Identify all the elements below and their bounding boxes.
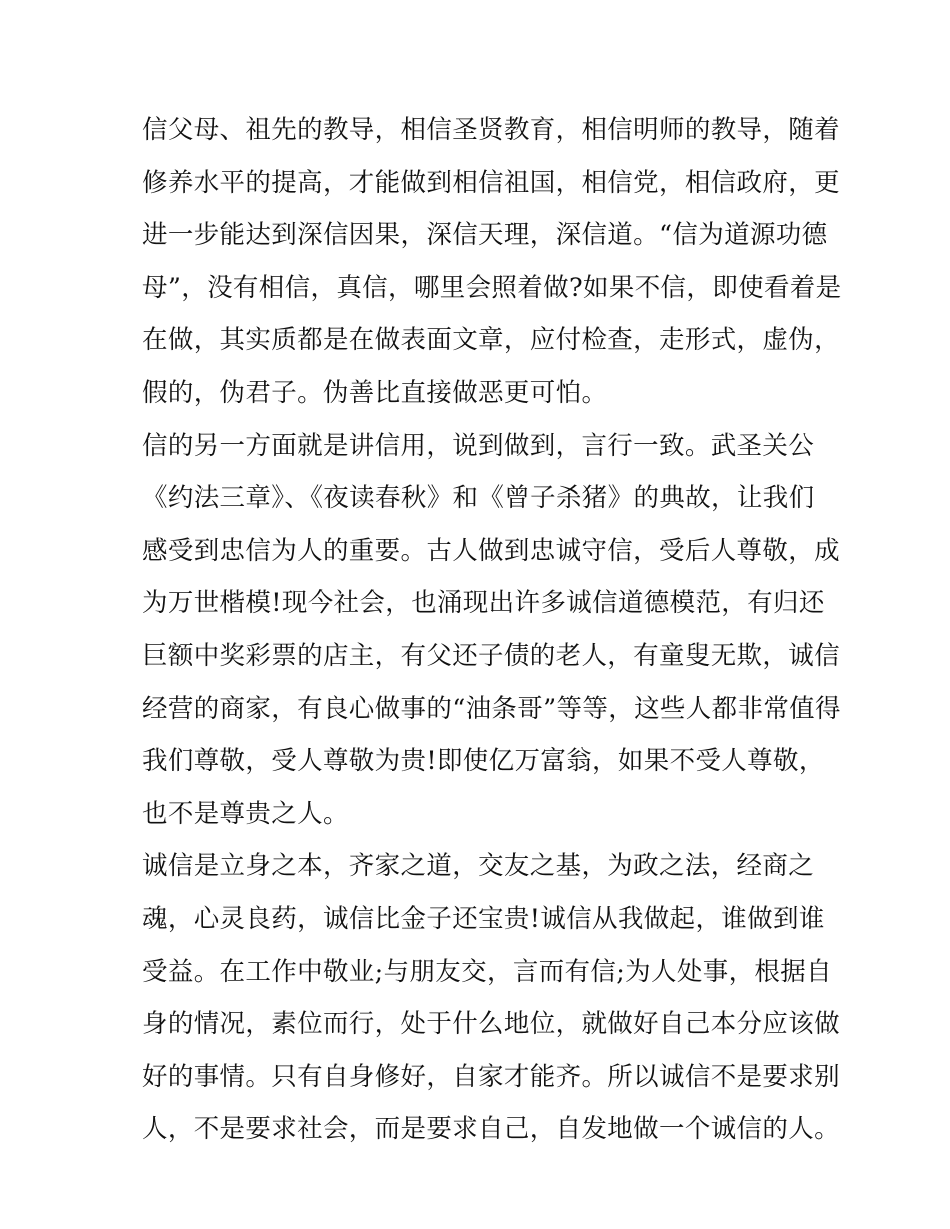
text-line: 身的情况，素位而行，处于什么地位，就做好自己本分应该做: [142, 1009, 840, 1040]
text-line: 进一步能达到深信因果，深信天理，深信道。“信为道源功德: [142, 220, 828, 251]
text-line: 《约法三章》、《夜读春秋》和《曾子杀猪》的典故，让我们: [142, 483, 815, 514]
text-line: 母”，没有相信，真信，哪里会照着做?如果不信，即使看着是: [142, 272, 842, 303]
text-line: 好的事情。只有自身修好，自家才能齐。所以诚信不是要求别: [142, 1061, 840, 1092]
text-line: 修养水平的提高，才能做到相信祖国，相信党，相信政府，更: [142, 167, 840, 198]
document-body: [142, 104, 842, 1156]
text-line: 魂，心灵良药，诚信比金子还宝贵!诚信从我做起，谁做到谁: [142, 903, 825, 934]
paragraph-3: [142, 840, 840, 1156]
text-line: 受益。在工作中敬业;与朋友交，言而有信;为人处事，根据自: [142, 956, 832, 987]
text-line: 信父母、祖先的教导，相信圣贤教育，相信明师的教导，随着: [142, 115, 840, 145]
text-line: 假的，伪君子。伪善比直接做恶更可怕。: [142, 377, 608, 408]
paragraph-1: [142, 104, 842, 420]
text-line: 也不是尊贵之人。: [142, 798, 349, 829]
text-line: 诚信是立身之本，齐家之道，交友之基，为政之法，经商之: [142, 851, 815, 882]
text-line: 我们尊敬，受人尊敬为贵!即使亿万富翁，如果不受人尊敬，: [142, 746, 825, 777]
text-line: 人，不是要求社会，而是要求自己，自发地做一个诚信的人。: [142, 1114, 840, 1145]
text-line: 在做，其实质都是在做表面文章，应付检查，走形式，虚伪，: [142, 325, 840, 356]
paragraph-2: [142, 420, 841, 841]
text-line: 信的另一方面就是讲信用，说到做到，言行一致。武圣关公: [142, 430, 815, 461]
text-line: 经营的商家，有良心做事的“油条哥”等等，这些人都非常值得: [142, 693, 841, 724]
text-line: 为万世楷模!现今社会，也涌现出许多诚信道德模范，有归还: [142, 588, 825, 619]
text-line: 感受到忠信为人的重要。古人做到忠诚守信，受后人尊敬，成: [142, 535, 840, 566]
text-line: 巨额中奖彩票的店主，有父还子债的老人，有童叟无欺，诚信: [142, 640, 840, 671]
